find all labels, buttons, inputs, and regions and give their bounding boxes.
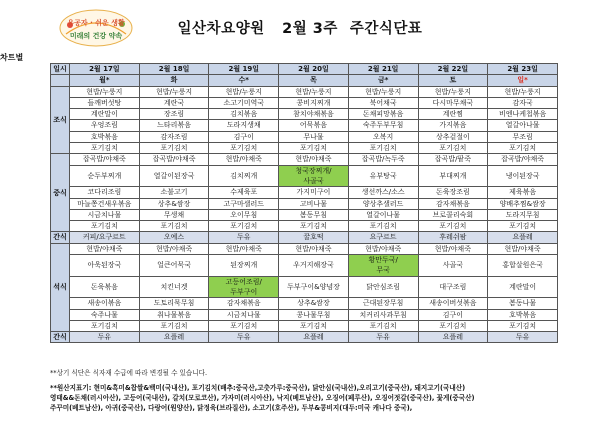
menu-cell: 현밥/누룽지 [418, 86, 488, 97]
date-cell: 2월 21일 [348, 64, 418, 75]
doc-title: 주간식단표 [349, 21, 423, 37]
menu-cell: 양배추찜&쌈장 [488, 198, 558, 209]
meal-row [51, 165, 558, 187]
menu-cell: 아욱된장국 [70, 255, 140, 277]
menu-cell: 계란말이 [488, 276, 558, 298]
menu-cell: 현밥/누룽지 [348, 86, 418, 97]
menu-cell: 포기김치 [348, 143, 418, 154]
menu-cell: 포기김치 [209, 221, 279, 232]
menu-cell: 오복지 [348, 131, 418, 142]
menu-cell: 오예스 [139, 232, 209, 243]
meal-row [51, 276, 558, 298]
menu-cell: 느타리볶음 [139, 120, 209, 131]
menu-cell: 감자채볶음 [209, 298, 279, 309]
menu-cell: 현밥/야채죽 [418, 243, 488, 254]
meal-row [51, 198, 558, 209]
menu-cell: 포기김치 [348, 320, 418, 331]
snack-row [51, 232, 558, 243]
meal-row [51, 298, 558, 309]
menu-cell: 브로콜리숙회 [418, 209, 488, 220]
day-cell: 월* [70, 75, 140, 86]
menu-cell: 김구이 [418, 309, 488, 320]
menu-cell: 김구이 [209, 131, 279, 142]
menu-cell: 도토리묵무침 [139, 298, 209, 309]
menu-cell: 도라지무침 [488, 209, 558, 220]
meal-label: 조식 [51, 86, 70, 154]
notes [50, 368, 570, 413]
menu-cell: 현밥/야채죽 [279, 154, 349, 165]
menu-cell: 현밥/누룽지 [488, 86, 558, 97]
menu-cell: 잡곡밥/야채죽 [70, 154, 140, 165]
date-cell: 2월 17일 [70, 64, 140, 75]
menu-cell: 포기김치 [209, 320, 279, 331]
menu-cell: 상추&쌈장 [279, 298, 349, 309]
logo-line-2: 미래의 건강 약속 [69, 32, 123, 40]
menu-cell: 두부구이&양념장 [279, 276, 349, 298]
day-cell: 토 [418, 75, 488, 86]
meal-row [51, 320, 558, 331]
menu-cell: 어묵볶음 [279, 120, 349, 131]
meal-label: 중식 [51, 154, 70, 232]
menu-cell: 새송이볶음 [70, 298, 140, 309]
menu-cell: 커피/요구르트 [70, 232, 140, 243]
menu-cell: 대구조림 [418, 276, 488, 298]
menu-cell: 포기김치 [418, 320, 488, 331]
menu-cell: 냉이된장국 [488, 165, 558, 187]
meal-row [51, 86, 558, 97]
facility-name: 일산차요양원 [177, 21, 265, 37]
menu-cell: 김치찌개 [209, 165, 279, 187]
menu-cell: 두유 [209, 232, 279, 243]
menu-cell: 열갈아나물 [488, 120, 558, 131]
menu-cell: 호박볶음 [488, 309, 558, 320]
menu-cell: 열갈이된장국 [139, 165, 209, 187]
menu-cell: 무조림 [488, 131, 558, 142]
menu-cell: 현밥/야채죽 [279, 243, 349, 254]
header-days-row [51, 75, 558, 86]
menu-cell: 콩비지찌개 [279, 97, 349, 108]
menu-cell: 현밥/야채죽 [139, 243, 209, 254]
menu-cell: 감자조림 [139, 131, 209, 142]
meal-row [51, 243, 558, 254]
menu-cell: 생선까스/소스 [348, 187, 418, 198]
meal-label: 간식 [51, 232, 70, 243]
menu-cell: 잡곡밥/팥죽 [418, 154, 488, 165]
menu-cell: 북어채국 [348, 97, 418, 108]
menu-cell: 도라지생채 [209, 120, 279, 131]
date-cell: 2월 19일 [209, 64, 279, 75]
menu-cell: 가지볶음 [418, 120, 488, 131]
menu-cell: 돈육볶음 [70, 276, 140, 298]
menu-cell: 요플레 [418, 332, 488, 343]
menu-cell: 홍합살원은국 [488, 255, 558, 277]
menu-cell: 포기김치 [70, 143, 140, 154]
menu-cell: 요플레 [488, 232, 558, 243]
menu-cell: 감자국 [488, 97, 558, 108]
menu-cell: 포기김치 [279, 143, 349, 154]
meal-row [51, 221, 558, 232]
menu-cell: 새송이버섯볶음 [418, 298, 488, 309]
menu-cell: 유부탕국 [348, 165, 418, 187]
menu-cell: 현밥/야채죽 [488, 243, 558, 254]
menu-cell: 계란국 [139, 97, 209, 108]
menu-cell: 고등어조림/ 두부구이 [209, 276, 279, 298]
menu-cell: 부대찌개 [418, 165, 488, 187]
meal-row [51, 209, 558, 220]
note-origin-2: 영태&&돈채(러시아산), 고등어(국내산), 갈치(모로코산), 가자미(러시아산), 낙지(베트남산), 오징어(페루산), 오징어젓갈(중국산), 꽃게(중국산) [50, 394, 475, 402]
menu-cell: 소불고기 [139, 187, 209, 198]
menu-cell: 요구르트 [348, 232, 418, 243]
menu-cell: 고비나물 [279, 198, 349, 209]
menu-cell: 근대된장무침 [348, 298, 418, 309]
menu-cell: 닭안심조림 [348, 276, 418, 298]
note-origin-1: **원산지표기: 현미&흑미&찹쌀&백미(국내산), 포기김치(배추:중국산,고춧가루:중국산), 닭안심(국내산),오리고기(중국산), 돼지고기(국내산) [50, 384, 466, 392]
menu-cell: 상추&쌈장 [139, 198, 209, 209]
menu-cell: 포기김치 [70, 221, 140, 232]
menu-cell: 다시마무채국 [418, 97, 488, 108]
menu-cell: 두유 [348, 332, 418, 343]
meal-row [51, 255, 558, 277]
day-cell: 목 [279, 75, 349, 86]
menu-cell: 잡곡밥/야채죽 [139, 154, 209, 165]
menu-cell: 현밥/누룽지 [279, 86, 349, 97]
meal-row [51, 120, 558, 131]
menu-cell: 꿀호떡 [279, 232, 349, 243]
day-cell: 일* [488, 75, 558, 86]
menu-cell: 얼큰어묵국 [139, 255, 209, 277]
day-cell: 수* [209, 75, 279, 86]
meal-row [51, 154, 558, 165]
menu-cell: 포기김치 [139, 143, 209, 154]
menu-cell: 두유 [488, 332, 558, 343]
menu-cell: 두유 [209, 332, 279, 343]
menu-cell: 돈채피망볶음 [348, 109, 418, 120]
date-cell: 2월 20일 [279, 64, 349, 75]
week-period: 2월 3주 [282, 21, 338, 37]
menu-cell: 포기김치 [418, 143, 488, 154]
day-cell: 금* [348, 75, 418, 86]
menu-cell: 고구마샐러드 [209, 198, 279, 209]
menu-cell: 포기김치 [70, 320, 140, 331]
menu-cell: 현밥/야채죽 [70, 243, 140, 254]
menu-cell: 치커리사과무침 [348, 309, 418, 320]
menu-cell: 우엉조림 [70, 120, 140, 131]
menu-cell: 순두부찌개 [70, 165, 140, 187]
menu-cell: 현밥/누룽지 [209, 86, 279, 97]
menu-cell: 숙주두부무침 [348, 120, 418, 131]
menu-cell: 잡곡밥/녹두죽 [348, 154, 418, 165]
meal-row [51, 109, 558, 120]
menu-cell: 무생채 [139, 209, 209, 220]
menu-cell: 가지미구이 [279, 187, 349, 198]
menu-cell: 상추겉절이 [418, 131, 488, 142]
logo-line-1: 유공자 · 쉬운 생활 [67, 19, 125, 27]
menu-cell: 시금치나물 [209, 309, 279, 320]
menu-cell: 황만두국/ 무국 [348, 255, 418, 277]
menu-cell: 포기김치 [488, 221, 558, 232]
meal-label: 석식 [51, 243, 70, 331]
menu-cell: 들깨버섯탕 [70, 97, 140, 108]
menu-cell: 포기김치 [139, 320, 209, 331]
menu-cell: 포기김치 [139, 221, 209, 232]
menu-cell: 잡곡밥/야채죽 [488, 154, 558, 165]
note-origin-3: 주꾸미(베트남산), 아귀(중국산), 다랑어(원양산), 닭정육(브라질산), 소고기(호주산), 두부&콩비지(대두:미국 캐나다 중국), [50, 404, 413, 412]
menu-cell: 취나물볶음 [139, 309, 209, 320]
menu-cell: 우거지해장국 [279, 255, 349, 277]
menu-cell: 호박볶음 [70, 131, 140, 142]
meal-row [51, 131, 558, 142]
menu-cell: 감자채볶음 [418, 198, 488, 209]
menu-cell: 열갈이나물 [348, 209, 418, 220]
menu-cell: 수제육포 [209, 187, 279, 198]
menu-cell: 현밥/야채죽 [348, 243, 418, 254]
menu-cell: 계란찜 [418, 109, 488, 120]
menu-cell: 오이무침 [209, 209, 279, 220]
date-cell: 2월 18일 [139, 64, 209, 75]
menu-cell: 청국장찌개/ 사골국 [279, 165, 349, 187]
menu-cell: 숙주나물 [70, 309, 140, 320]
menu-cell: 무나물 [279, 131, 349, 142]
header-dates-row [51, 64, 558, 75]
menu-cell: 시금치나물 [70, 209, 140, 220]
menu-cell: 현밥/야채죽 [209, 243, 279, 254]
menu-cell: 포기김치 [279, 221, 349, 232]
meal-row [51, 309, 558, 320]
menu-cell: 코다리조림 [70, 187, 140, 198]
day-cell: 화 [139, 75, 209, 86]
menu-cell: 김치볶음 [209, 109, 279, 120]
menu-cell: 사골국 [418, 255, 488, 277]
note-change-disclaimer: **상기 식단은 식자재 수급에 따라 변경될 수 있습니다. [50, 369, 208, 377]
header-label: 일시 [51, 64, 70, 75]
header-label-blank [51, 75, 70, 86]
menu-cell: 봄동무침 [279, 209, 349, 220]
menu-cell: 된장찌개 [209, 255, 279, 277]
page-title [0, 17, 600, 38]
menu-cell: 포기김치 [279, 320, 349, 331]
meal-row [51, 97, 558, 108]
menu-cell: 콩나물무침 [279, 309, 349, 320]
menu-cell: 참치야채볶음 [279, 109, 349, 120]
menu-cell: 치킨너겟 [139, 276, 209, 298]
weekly-menu-table [50, 63, 558, 343]
menu-cell: 후레쉬팜 [418, 232, 488, 243]
menu-cell: 돈육장조림 [418, 187, 488, 198]
menu-cell: 두유 [70, 332, 140, 343]
menu-cell: 포기김치 [209, 143, 279, 154]
menu-cell: 계란말이 [70, 109, 140, 120]
date-cell: 2월 22일 [418, 64, 488, 75]
menu-cell: 현밥/누룽지 [139, 86, 209, 97]
menu-cell: 비엔나케첩볶음 [488, 109, 558, 120]
menu-cell: 장조림 [139, 109, 209, 120]
menu-cell: 마늘쫑건새우볶음 [70, 198, 140, 209]
menu-cell: 포기김치 [418, 221, 488, 232]
menu-cell: 제육볶음 [488, 187, 558, 198]
sheet-tab: 차트별 [0, 53, 24, 62]
menu-cell: 소고기미역국 [209, 97, 279, 108]
menu-cell: 포기김치 [488, 143, 558, 154]
menu-cell: 포기김치 [348, 221, 418, 232]
menu-cell: 포기김치 [488, 320, 558, 331]
menu-cell: 현밥/누룽지 [70, 86, 140, 97]
menu-cell: 요플레 [139, 332, 209, 343]
menu-cell: 봄동나물 [488, 298, 558, 309]
page-header [0, 0, 600, 48]
snack-row [51, 332, 558, 343]
meal-label: 간식 [51, 332, 70, 343]
date-cell: 2월 23일 [488, 64, 558, 75]
menu-cell: 양상추샐러드 [348, 198, 418, 209]
menu-cell: 현밥/야채죽 [209, 154, 279, 165]
menu-cell: 요플레 [279, 332, 349, 343]
meal-row [51, 143, 558, 154]
meal-row [51, 187, 558, 198]
